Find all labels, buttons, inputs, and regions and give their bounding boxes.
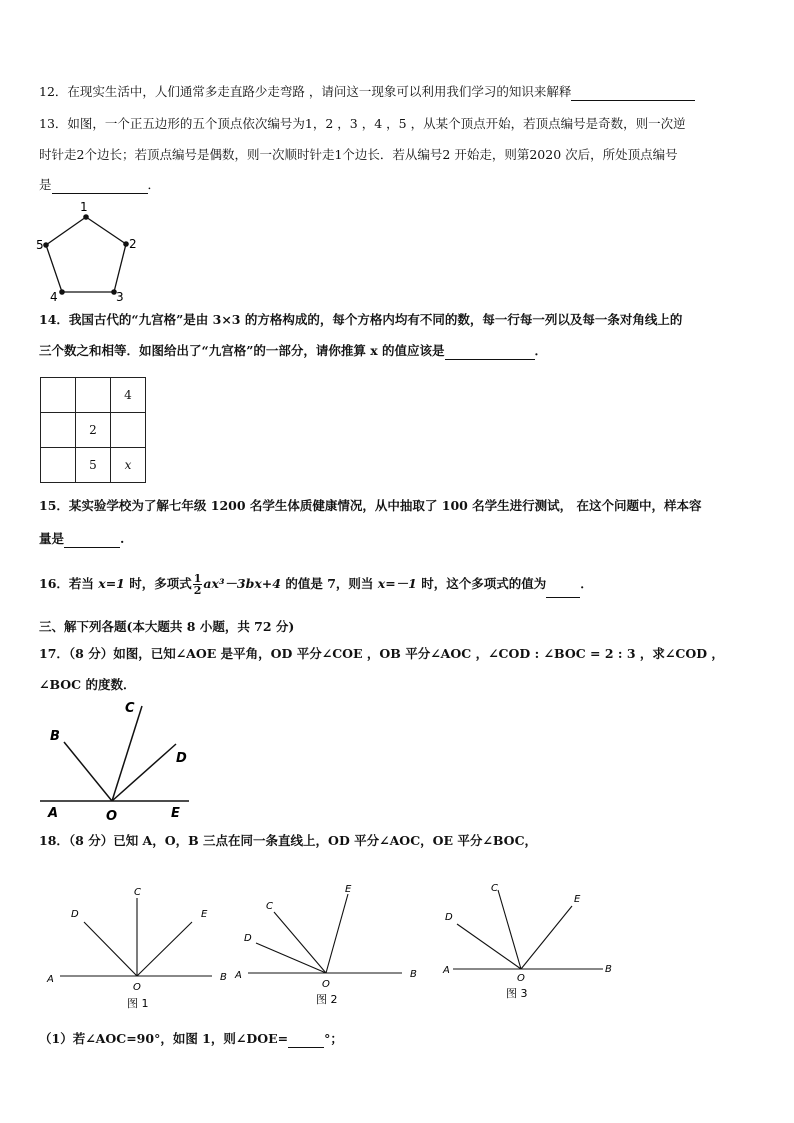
question-16 [39, 570, 593, 598]
q13-line1: 13．如图，一个正五边形的五个顶点依次编号为1，2 ，3 ，4 ，5 ，从某个顶点开始，若顶点编号是奇数，则一次逆 [39, 116, 686, 131]
label-B: B [50, 729, 60, 744]
fig2-ray-OC [274, 912, 326, 973]
q16-frac-den: 2 [193, 584, 202, 597]
q15-line2-post: . [120, 531, 125, 546]
fig1-label-A: A [47, 974, 54, 985]
q17-angle-figure [34, 696, 199, 826]
q13-line3-post: ． [147, 177, 161, 192]
label-C: C [125, 701, 135, 716]
nine-grid [40, 377, 146, 483]
ray-OB [64, 742, 112, 801]
label-O: O [106, 809, 118, 824]
q16-mid2: 的值是 7，则当 [280, 576, 378, 591]
grid-cell-x: x [111, 448, 146, 483]
vertex-dot-2 [123, 241, 129, 247]
q16-fraction [193, 573, 203, 596]
grid-cell [41, 378, 76, 413]
vertex-dot-4 [59, 289, 65, 295]
q15-line2-pre: 量是 [39, 531, 65, 546]
fig3-label-E: E [574, 894, 581, 905]
q18-sub1-answer-blank[interactable] [288, 1033, 324, 1048]
q14-line1: 14．我国古代的“九宫格”是由 3×3 的方格构成的，每个方格内均有不同的数，每一行每一列以及每一条对角线上的 [39, 312, 683, 327]
fig1-label-E: E [201, 909, 208, 920]
fig2-label-O: O [322, 979, 330, 990]
grid-cell [41, 413, 76, 448]
fig2-label-D: D [244, 933, 252, 944]
q16-cond: x=1 [98, 576, 125, 591]
q15-line1: 15．某实验学校为了解七年级 1200 名学生体质健康情况，从中抽取了 100 名学生进行测试， 在这个问题中，样本容 [39, 498, 702, 513]
fig3-ray-OE [521, 906, 572, 969]
q13-line3-pre: 是 [39, 177, 52, 192]
q16-mid1: 时，多项式 [124, 576, 192, 591]
vertex-label-4: 4 [50, 290, 58, 303]
grid-cell [76, 378, 111, 413]
q16-polynomial: ax³－3bx+4 [203, 576, 281, 591]
fig2-label-B: B [410, 969, 417, 980]
q18-sub1-post: °； [324, 1031, 343, 1046]
fig3-label-B: B [605, 964, 612, 975]
grid-cell [41, 448, 76, 483]
q13-line3 [39, 176, 160, 194]
q14-line2-pre: 三个数之和相等．如图给出了“九宫格”的一部分，请你推算 x 的值应该是 [39, 343, 445, 358]
fig1-ray-OE [137, 922, 192, 976]
fig3-label-O: O [517, 973, 525, 984]
fig2-ray-OD [256, 943, 326, 973]
vertex-dot-1 [83, 214, 89, 220]
q16-end: ． [580, 576, 593, 591]
fig2-label-C: C [266, 901, 273, 912]
fig3-label-A: A [443, 965, 450, 976]
q18-figure-2 [230, 878, 430, 1013]
label-E: E [171, 806, 180, 821]
q13-answer-blank[interactable] [52, 179, 148, 194]
fig1-label-C: C [134, 887, 141, 898]
q18-sub1-pre: （1）若∠AOC=90°，如图 1，则∠DOE= [39, 1031, 289, 1046]
vertex-label-5: 5 [36, 238, 44, 252]
question-12 [39, 83, 695, 101]
q16-frac-num: 1 [193, 572, 202, 585]
q16-pre: 16．若当 [39, 576, 99, 591]
q12-text: 12．在现实生活中，人们通常多走直路少走弯路 ，请问这一现象可以利用我们学习的知识来解释 [39, 84, 572, 99]
fig2-caption: 图 2 [316, 993, 338, 1006]
grid-cell: 2 [76, 413, 111, 448]
fig2-label-E: E [345, 884, 352, 895]
fig2-ray-OE [326, 894, 348, 973]
fig1-label-B: B [220, 972, 227, 983]
fig3-ray-OC [498, 890, 521, 969]
q16-answer-blank[interactable] [546, 583, 580, 598]
q17-line1: 17．（8 分）如图，已知∠AOE 是平角，OD 平分∠COE ，OB 平分∠AOC ，∠COD : ∠BOC = 2 : 3 ，求∠COD ， [39, 646, 724, 661]
fig3-label-C: C [491, 883, 498, 894]
q13-line2: 时针走2个边长；若顶点编号是偶数，则一次顺时针走1个边长．若从编号2 开始走，则第2020 次后，所处顶点编号 [39, 147, 678, 162]
q14-line2-post: ． [534, 343, 548, 358]
vertex-dot-5 [43, 242, 49, 248]
q18-line1: 18．（8 分）已知 A，O，B 三点在同一条直线上，OD 平分∠AOC，OE 平分∠BOC， [39, 833, 538, 848]
fig3-caption: 图 3 [506, 987, 528, 1000]
q14-line2 [39, 342, 547, 360]
label-D: D [176, 751, 187, 766]
fig1-ray-OD [84, 922, 137, 976]
fig1-caption: 图 1 [127, 997, 149, 1010]
q12-answer-blank[interactable] [571, 86, 695, 101]
label-A: A [48, 806, 59, 821]
pentagon-shape [46, 217, 126, 292]
q14-answer-blank[interactable] [445, 345, 535, 360]
pentagon-figure [30, 198, 140, 303]
section-3-title: 三、解下列各题(本大题共 8 小题，共 72 分) [39, 619, 295, 634]
fig1-label-D: D [71, 909, 79, 920]
q16-cond2: x=－1 [377, 576, 417, 591]
q15-line2 [39, 530, 124, 548]
q15-answer-blank[interactable] [64, 533, 120, 548]
fig3-ray-OD [457, 924, 521, 969]
q18-figure-1 [40, 880, 240, 1015]
q18-sub1 [39, 1030, 343, 1048]
q17-line2: ∠BOC 的度数． [39, 677, 136, 692]
fig1-label-O: O [133, 982, 141, 993]
q18-figure-3 [435, 876, 635, 1011]
q16-post: 时，这个多项式的值为 [416, 576, 547, 591]
vertex-label-2: 2 [129, 237, 137, 251]
grid-cell [111, 413, 146, 448]
grid-cell: 4 [111, 378, 146, 413]
vertex-label-1: 1 [80, 200, 88, 214]
fig3-label-D: D [445, 912, 453, 923]
fig2-label-A: A [235, 970, 242, 981]
vertex-label-3: 3 [116, 290, 124, 303]
grid-cell: 5 [76, 448, 111, 483]
